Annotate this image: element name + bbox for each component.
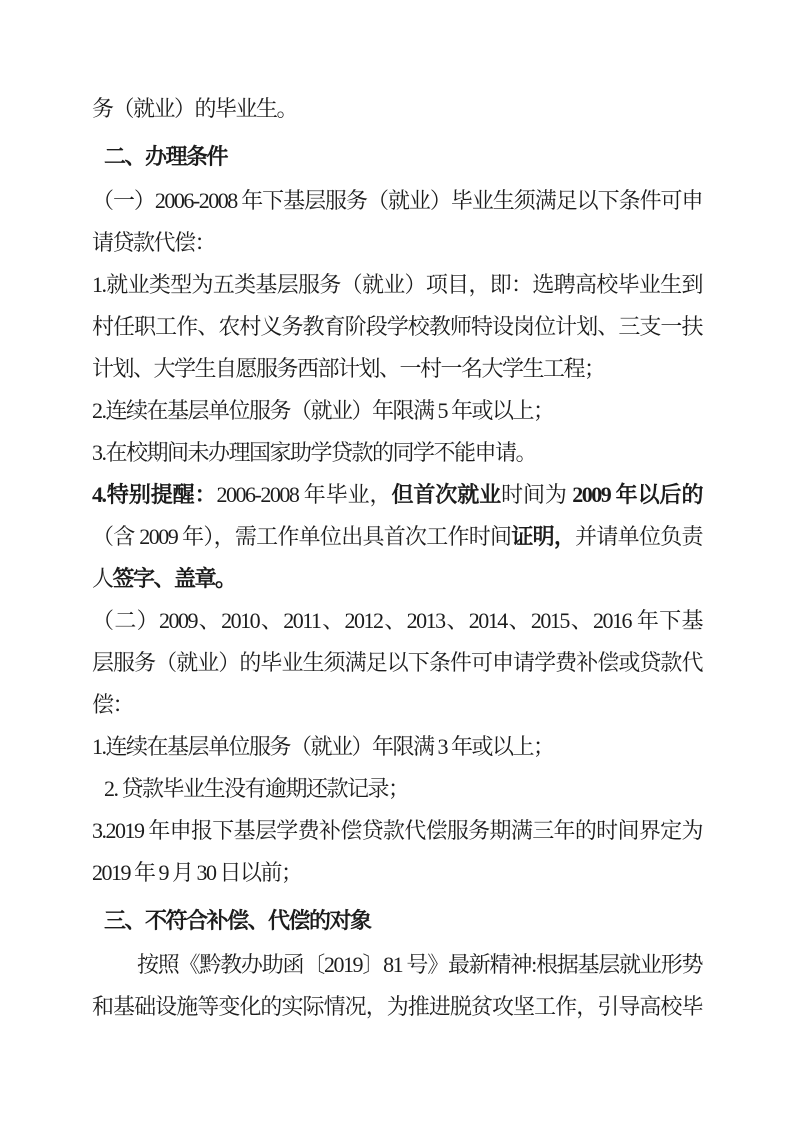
- text-line: [92, 390, 702, 432]
- text-line: [92, 726, 702, 768]
- text-line: [92, 810, 702, 852]
- bold-text-segment: 但首次就业: [391, 482, 502, 507]
- text-line: [92, 642, 702, 684]
- bold-text-segment: 4.特别提醒：: [92, 482, 217, 507]
- text-segment: 2006-2008 年毕业，: [216, 482, 392, 507]
- bold-text-segment: 二、办理条件: [104, 144, 228, 169]
- text-segment: 偿：: [92, 692, 134, 717]
- text-segment: 2.连续在基层单位服务（就业）年限满 5 年或以上；: [92, 398, 554, 423]
- text-segment: （二）2009、2010、2011、2012、2013、2014、2015、2016 年下基: [92, 608, 702, 633]
- text-segment: 层服务（就业）的毕业生须满足以下条件可申请学费补偿或贷款代: [92, 650, 702, 675]
- text-segment: 时间为: [501, 482, 573, 507]
- text-line: [92, 944, 702, 986]
- text-segment: 1.连续在基层单位服务（就业）年限满 3 年或以上；: [92, 734, 554, 759]
- text-segment: （含 2009 年），需工作单位出具首次工作时间: [92, 524, 512, 549]
- text-line: [92, 768, 702, 810]
- bold-text-segment: 三、不符合补偿、代偿的对象: [104, 908, 371, 933]
- text-segment: 1.就业类型为五类基层服务（就业）项目，即：选聘高校毕业生到: [92, 272, 702, 297]
- bold-text-segment: 证明，: [511, 524, 576, 549]
- text-segment: 村任职工作、农村义务教育阶段学校教师特设岗位计划、三支一扶: [92, 314, 702, 339]
- text-line: [92, 348, 702, 390]
- text-line: [92, 684, 702, 726]
- text-segment: 3.2019 年申报下基层学费补偿贷款代偿服务期满三年的时间界定为: [92, 818, 702, 843]
- text-segment: 请贷款代偿：: [92, 230, 216, 255]
- text-line: [92, 474, 702, 516]
- section-heading: [92, 900, 702, 942]
- text-line: [92, 180, 702, 222]
- text-line: [92, 600, 702, 642]
- text-segment: 2. 贷款毕业生没有逾期还款记录；: [104, 776, 409, 801]
- text-segment: （一）2006-2008 年下基层服务（就业）毕业生须满足以下条件可申: [92, 188, 702, 213]
- section-heading: [92, 136, 702, 178]
- text-segment: 人: [92, 566, 113, 591]
- text-line: [92, 986, 702, 1028]
- text-segment: 按照《黔教办助函〔2019〕81 号》最新精神:根据基层就业形势: [137, 952, 702, 977]
- text-segment: 计划、大学生自愿服务西部计划、一村一名大学生工程；: [92, 356, 605, 381]
- text-line: [92, 88, 702, 130]
- text-line: [92, 516, 702, 558]
- text-line: [92, 432, 702, 474]
- text-line: [92, 852, 702, 894]
- text-line: [92, 306, 702, 348]
- text-line: [92, 264, 702, 306]
- text-segment: 3.在校期间未办理国家助学贷款的同学不能申请。: [92, 440, 537, 465]
- bold-text-segment: 签字、盖章。: [112, 566, 236, 591]
- text-line: [92, 222, 702, 264]
- bold-text-segment: 2009 年以后的: [572, 482, 702, 507]
- text-segment: 务（就业）的毕业生。: [92, 96, 298, 121]
- text-segment: 并请单位负责: [575, 524, 702, 549]
- text-line: [92, 558, 702, 600]
- text-segment: 2019 年 9 月 30 日以前；: [92, 860, 302, 885]
- document-body: [92, 88, 702, 1028]
- text-segment: 和基础设施等变化的实际情况，为推进脱贫攻坚工作，引导高校毕: [92, 994, 702, 1019]
